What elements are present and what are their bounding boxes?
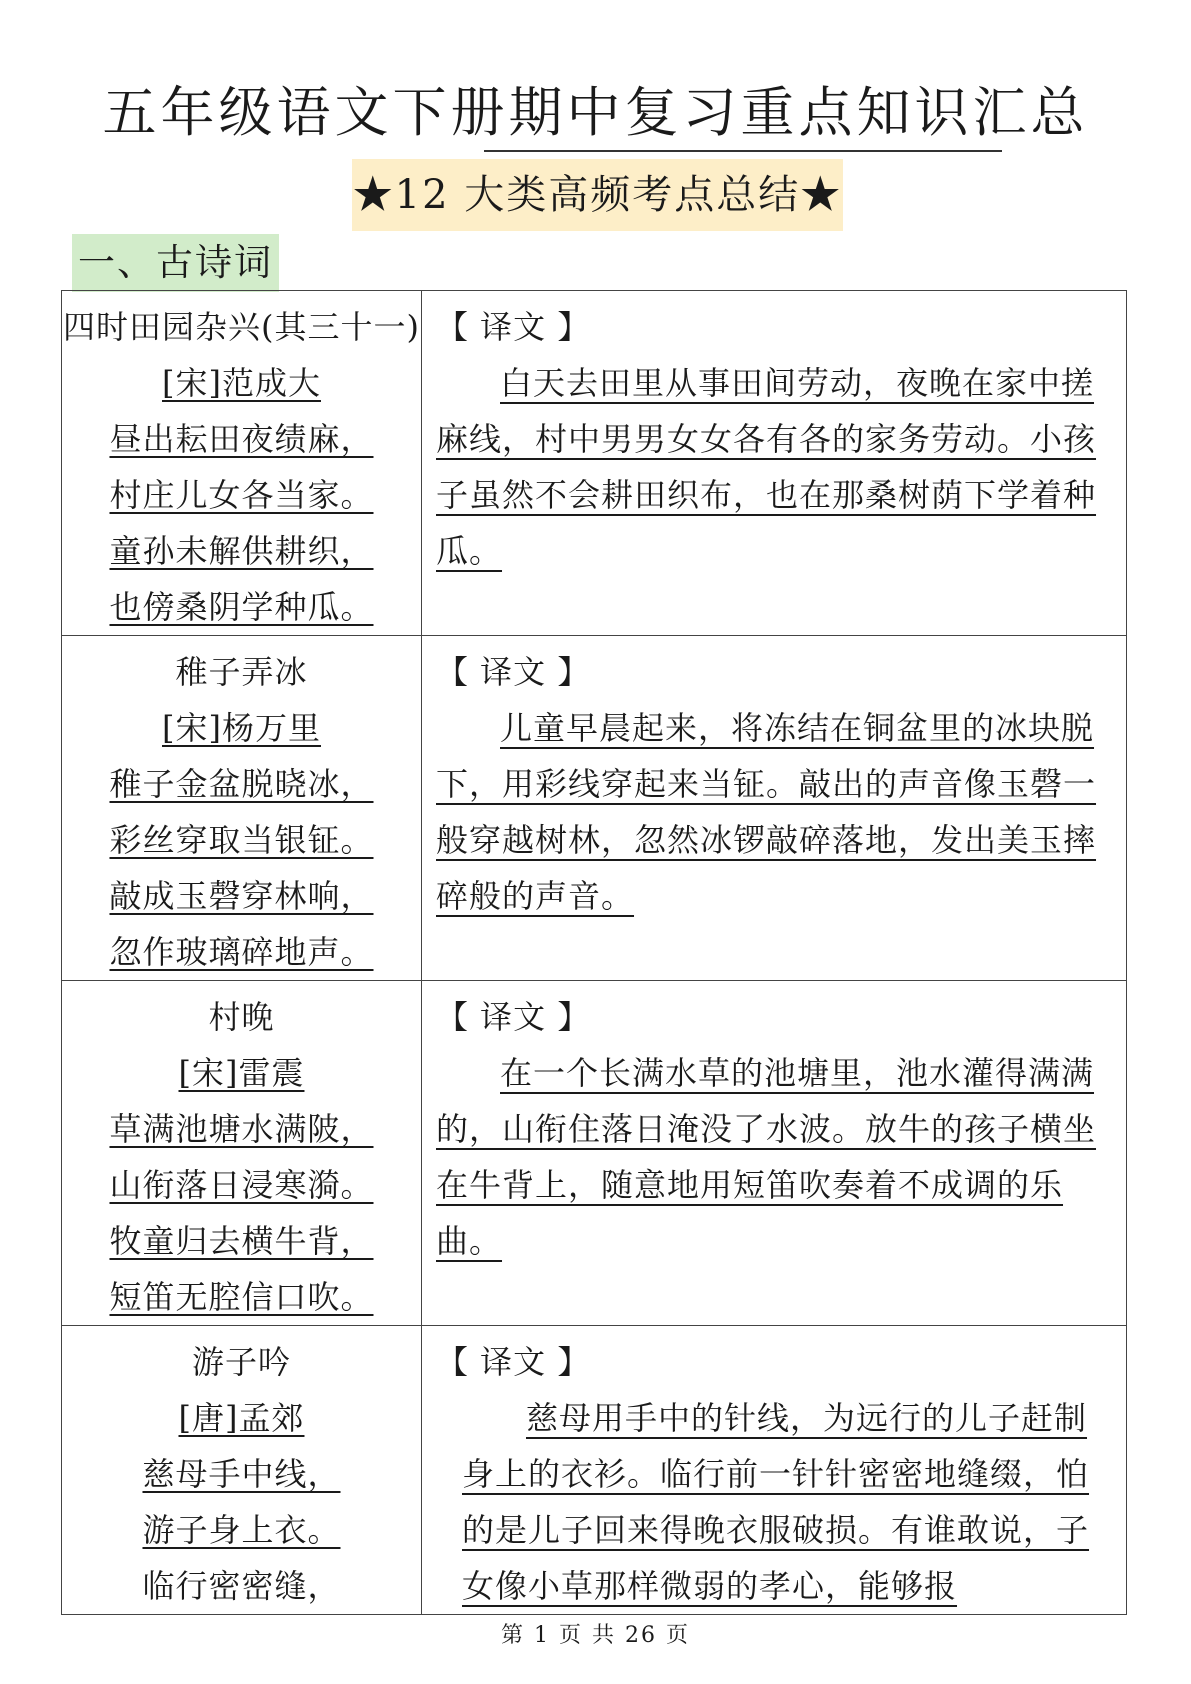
poem-cell xyxy=(62,981,422,1326)
poem-line: 短笛无腔信口吹。 xyxy=(109,1278,374,1316)
translation-text: 白天去田里从事田间劳动，夜晚在家中搓麻线，村中男男女女各有各的家务劳动。小孩子虽然不会耕田织布，也在那桑树荫下学着种瓜。 xyxy=(436,364,1097,570)
table-row xyxy=(62,981,1127,1326)
poem-line: 慈母手中线， xyxy=(142,1455,341,1493)
poem-cell xyxy=(62,291,422,636)
translation-label: 【 译文 】 xyxy=(436,308,591,346)
poem-title: 四时田园杂兴(其三十一) xyxy=(63,308,420,346)
table-row xyxy=(62,636,1127,981)
table-row xyxy=(62,1326,1127,1615)
poem-author: [唐]孟郊 xyxy=(178,1399,305,1437)
poem-author: [宋]范成大 xyxy=(162,364,321,402)
poem-author: [宋]雷震 xyxy=(178,1054,305,1092)
translation-label: 【 译文 】 xyxy=(436,998,591,1036)
poem-line: 彩丝穿取当银钲。 xyxy=(109,821,374,859)
translation-cell xyxy=(422,981,1127,1326)
poem-line: 临行密密缝， xyxy=(142,1567,341,1605)
translation-text: 儿童早晨起来，将冻结在铜盆里的冰块脱下，用彩线穿起来当钲。敲出的声音像玉磬一般穿越树林，忽然冰锣敲碎落地，发出美玉摔碎般的声音。 xyxy=(436,709,1097,915)
poem-line: 山衔落日浸寒漪。 xyxy=(109,1166,374,1204)
poem-title: 游子吟 xyxy=(191,1343,291,1381)
poem-line: 也傍桑阴学种瓜。 xyxy=(109,588,374,626)
poem-line: 稚子金盆脱晓冰， xyxy=(109,765,374,803)
poem-author: [宋]杨万里 xyxy=(162,709,321,747)
translation-cell xyxy=(422,636,1127,981)
poem-cell xyxy=(62,636,422,981)
translation-label: 【 译文 】 xyxy=(436,1343,591,1381)
translation-cell xyxy=(422,291,1127,636)
poem-line: 忽作玻璃碎地声。 xyxy=(109,933,374,971)
translation-label: 【 译文 】 xyxy=(436,653,591,691)
page-title: 五年级语文下册期中复习重点知识汇总 xyxy=(102,81,1089,144)
translation-cell xyxy=(422,1326,1127,1615)
poem-table xyxy=(61,290,1127,1615)
section-heading: 一、古诗词 xyxy=(72,234,279,292)
table-row xyxy=(62,291,1127,636)
poem-line: 昼出耘田夜绩麻， xyxy=(109,420,374,458)
translation-text: 在一个长满水草的池塘里，池水灌得满满的，山衔住落日淹没了水波。放牛的孩子横坐在牛背上，随意地用短笛吹奏着不成调的乐曲。 xyxy=(436,1054,1097,1260)
poem-line: 游子身上衣。 xyxy=(142,1511,341,1549)
poem-title: 村晚 xyxy=(208,998,275,1036)
page-footer: 第 1 页 共 26 页 xyxy=(501,1623,690,1648)
poem-title: 稚子弄冰 xyxy=(175,653,308,691)
poem-line: 童孙未解供耕织， xyxy=(109,532,374,570)
title-underline xyxy=(484,150,1002,152)
poem-cell xyxy=(62,1326,422,1615)
poem-line: 草满池塘水满陂， xyxy=(109,1110,374,1148)
translation-text: 慈母用手中的针线，为远行的儿子赶制身上的衣衫。临行前一针针密密地缝缀，怕的是儿子回来得晚衣服破损。有谁敢说，子女像小草那样微弱的孝心，能够报 xyxy=(462,1399,1090,1605)
subtitle-banner: ★12 大类高频考点总结★ xyxy=(352,159,843,231)
poem-line: 牧童归去横牛背， xyxy=(109,1222,374,1260)
poem-line: 村庄儿女各当家。 xyxy=(109,476,374,514)
poem-line: 敲成玉磬穿林响， xyxy=(109,877,374,915)
